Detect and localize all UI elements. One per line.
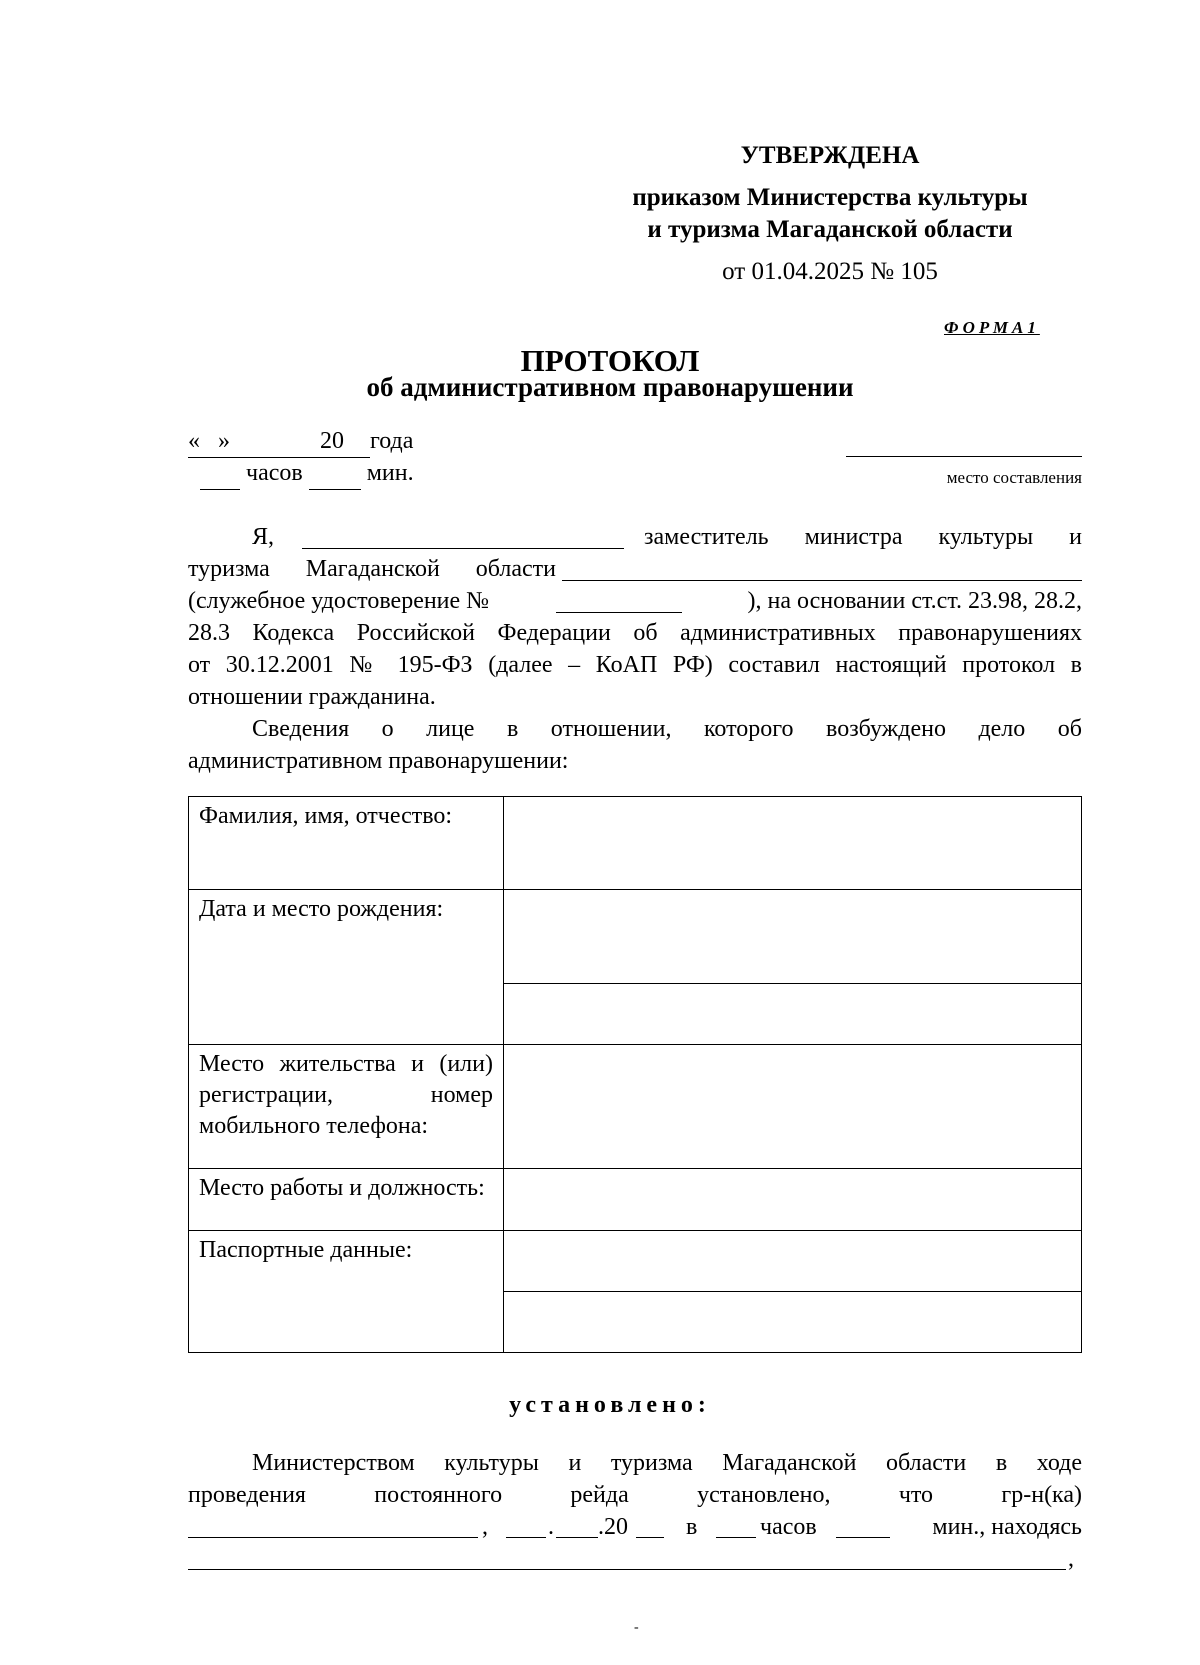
established-line-2: проведения постоянного рейда установлено, что гр-н(ка) bbox=[188, 1482, 1082, 1508]
event-hours-field[interactable] bbox=[716, 1537, 756, 1538]
official-name-field[interactable] bbox=[302, 548, 624, 549]
row-label-passport bbox=[189, 1231, 504, 1353]
intro-deputy-title: заместитель министра культуры и bbox=[644, 524, 1082, 550]
page-mark: - bbox=[634, 1620, 639, 1635]
birth-value-cell[interactable] bbox=[504, 890, 1082, 1045]
info-line-2: административном правонарушении: bbox=[188, 748, 569, 774]
trailing-comma: , bbox=[1068, 1546, 1074, 1572]
certificate-prefix: (служебное удостоверение № bbox=[188, 588, 490, 614]
form-label: ФОРМА1 bbox=[944, 318, 1040, 337]
table-row bbox=[189, 1169, 1082, 1231]
work-value-cell[interactable] bbox=[504, 1169, 1082, 1231]
row-label-text: Место работы и должность: bbox=[199, 1175, 485, 1201]
table-row bbox=[189, 1045, 1082, 1169]
row-label-work bbox=[189, 1169, 504, 1231]
table-row bbox=[189, 890, 1082, 1045]
approval-order-line: приказом Министерства культуры bbox=[632, 184, 1028, 211]
minutes-field[interactable] bbox=[309, 458, 361, 490]
row-label-name bbox=[189, 797, 504, 890]
birth-date-subcell[interactable] bbox=[504, 890, 1081, 983]
day-field[interactable] bbox=[188, 426, 248, 458]
event-minutes-label: мин., находясь bbox=[932, 1514, 1082, 1540]
passport-value-cell[interactable] bbox=[504, 1231, 1082, 1353]
passport-subcell-1[interactable] bbox=[504, 1231, 1081, 1291]
year-suffix: года bbox=[370, 428, 414, 454]
dot: . bbox=[548, 1514, 554, 1540]
row-label-birth bbox=[189, 890, 504, 1045]
table-row bbox=[189, 797, 1082, 890]
citizen-name-field[interactable] bbox=[188, 1537, 478, 1538]
name-value-cell[interactable] bbox=[504, 797, 1082, 890]
protocol-title: ПРОТОКОЛ bbox=[520, 343, 700, 378]
passport-subcell-2[interactable] bbox=[504, 1291, 1081, 1352]
year-field[interactable] bbox=[344, 426, 370, 458]
approval-ministry-line: и туризма Магаданской области bbox=[647, 216, 1013, 243]
certificate-number-field[interactable] bbox=[556, 612, 682, 613]
info-line-1: Сведения о лице в отношении, которого возбуждено дело об bbox=[252, 716, 1082, 742]
event-year-prefix: .20 bbox=[598, 1514, 628, 1540]
month-field[interactable] bbox=[248, 426, 320, 458]
approval-date-number: от 01.04.2025 № 105 bbox=[722, 258, 938, 285]
event-month-field[interactable] bbox=[556, 1537, 598, 1538]
row-label-text: Место жительства и (или) регистрации, номер мобильного телефона: bbox=[199, 1051, 493, 1139]
event-minutes-field[interactable] bbox=[836, 1537, 890, 1538]
row-label-text: Дата и место рождения: bbox=[199, 896, 444, 922]
quote-open: « bbox=[188, 428, 200, 454]
intro-line-6: отношении гражданина. bbox=[188, 684, 436, 710]
place-field[interactable] bbox=[846, 456, 1082, 457]
region-extra-field[interactable] bbox=[562, 580, 1082, 581]
event-year-field[interactable] bbox=[636, 1537, 664, 1538]
hours-label: часов bbox=[246, 460, 303, 486]
intro-region: туризма Магаданской области bbox=[188, 556, 556, 582]
time-line bbox=[200, 458, 414, 490]
place-caption: место составления bbox=[946, 468, 1082, 487]
event-day-field[interactable] bbox=[506, 1537, 546, 1538]
established-line-1: Министерством культуры и туризма Магаданской области в ходе bbox=[252, 1450, 1082, 1476]
intro-line-4: 28.3 Кодекса Российской Федерации об административных правонарушениях bbox=[188, 620, 1082, 646]
comma: , bbox=[482, 1514, 488, 1540]
quote-close: » bbox=[218, 428, 230, 454]
intro-line-5: от 30.12.2001 № 195-ФЗ (далее – КоАП РФ) составил настоящий протокол в bbox=[188, 652, 1082, 678]
row-label-text: Паспортные данные: bbox=[199, 1237, 413, 1263]
established-v: в bbox=[686, 1514, 698, 1540]
location-field[interactable] bbox=[188, 1569, 1066, 1570]
established-title: установлено: bbox=[509, 1392, 711, 1418]
approval-title: УТВЕРЖДЕНА bbox=[740, 142, 920, 169]
certificate-suffix: ), на основании ст.ст. 23.98, 28.2, bbox=[747, 588, 1082, 614]
hours-field[interactable] bbox=[200, 458, 240, 490]
birth-place-subcell[interactable] bbox=[504, 983, 1081, 1044]
person-info-table bbox=[188, 796, 1082, 1353]
minutes-label: мин. bbox=[366, 460, 414, 486]
protocol-subtitle: об административном правонарушении bbox=[366, 372, 854, 402]
year-prefix: 20 bbox=[320, 426, 344, 458]
event-hours-label: часов bbox=[760, 1514, 817, 1540]
row-label-text: Фамилия, имя, отчество: bbox=[199, 803, 453, 829]
date-line bbox=[188, 426, 488, 458]
row-label-residence bbox=[189, 1045, 504, 1169]
table-row bbox=[189, 1231, 1082, 1353]
residence-value-cell[interactable] bbox=[504, 1045, 1082, 1169]
intro-ya: Я, bbox=[252, 524, 275, 550]
